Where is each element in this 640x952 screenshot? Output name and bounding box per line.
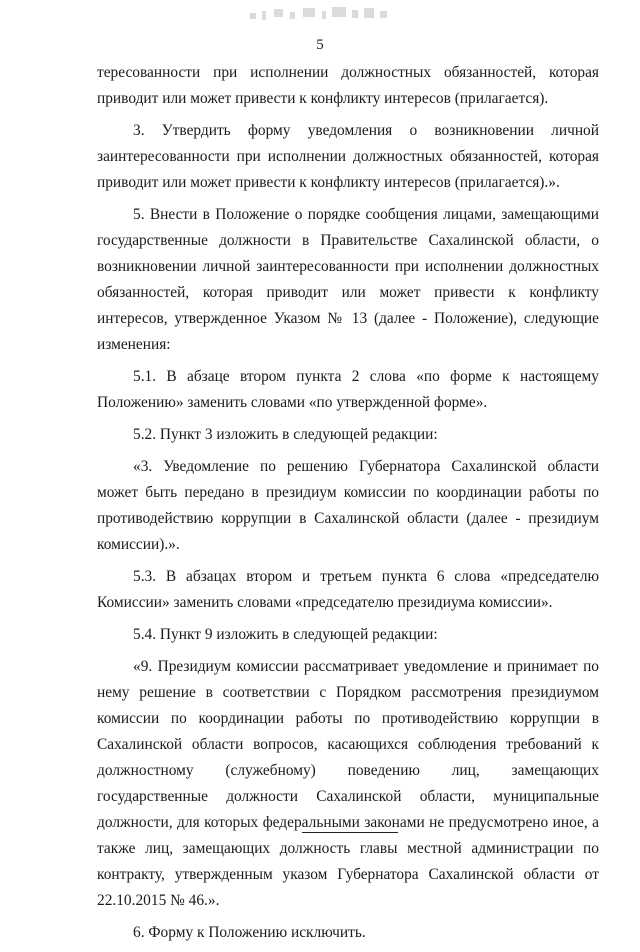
document-body	[97, 60, 599, 952]
paragraph-item-3: 3. Утвердить форму уведомления о возникновении личной заинтересованности при исполнении должностных обязанностей, которая приводит или может привести к конфликту интересов (прилагается).».	[97, 122, 599, 191]
end-divider-line	[302, 832, 398, 833]
page-number: 5	[316, 37, 324, 53]
paragraph-item-5: 5. Внести в Положение о порядке сообщения лицами, замещающими государственные должности в Правительстве Сахалинской области, о возникновении личной заинтересованности при исполнении должностных обязанностей, которая приводит или может привести к конфликту интересов, утвержденное Указом № 13 (далее - Положение), следующие изменения:	[97, 206, 599, 353]
faint-stamp-marks	[248, 4, 398, 26]
paragraph-continuation: тересованности при исполнении должностных обязанностей, которая приводит или может привести к конфликту интересов (прилагается).	[97, 64, 599, 107]
paragraph-item-5-1: 5.1. В абзаце втором пункта 2 слова «по форме к настоящему Положению» заменить словами «по утвержденной форме».	[97, 368, 599, 411]
paragraph-quote-3: «3. Уведомление по решению Губернатора Сахалинской области может быть передано в президиум комиссии по координации работы по противодействию коррупции в Сахалинской области (далее - президиум комиссии).».	[97, 458, 599, 553]
paragraph-item-5-4: 5.4. Пункт 9 изложить в следующей редакции:	[133, 626, 438, 643]
paragraph-item-5-2: 5.2. Пункт 3 изложить в следующей редакции:	[133, 426, 438, 443]
paragraph-item-5-3: 5.3. В абзацах втором и третьем пункта 6 слова «председателю Комиссии» заменить словами «председателю президиума комиссии».	[97, 568, 599, 611]
paragraph-quote-9: «9. Президиум комиссии рассматривает уведомление и принимает по нему решение в соответствии с Порядком рассмотрения президиумом комиссии по координации работы по противодействию коррупции в Сахалинской области вопросов, касающихся соблюдения требований к должностному (служебному) поведению лиц, замещающих государственные должности Сахалинской области, муниципальные должности, для которых федеральными законами не предусмотрено иное, а также лиц, замещающих должность главы местной администрации по контракту, утвержденным указом Губернатора Сахалинской области от 22.10.2015 № 46.».	[97, 658, 599, 909]
paragraph-item-6: 6. Форму к Положению исключить.	[133, 924, 366, 941]
